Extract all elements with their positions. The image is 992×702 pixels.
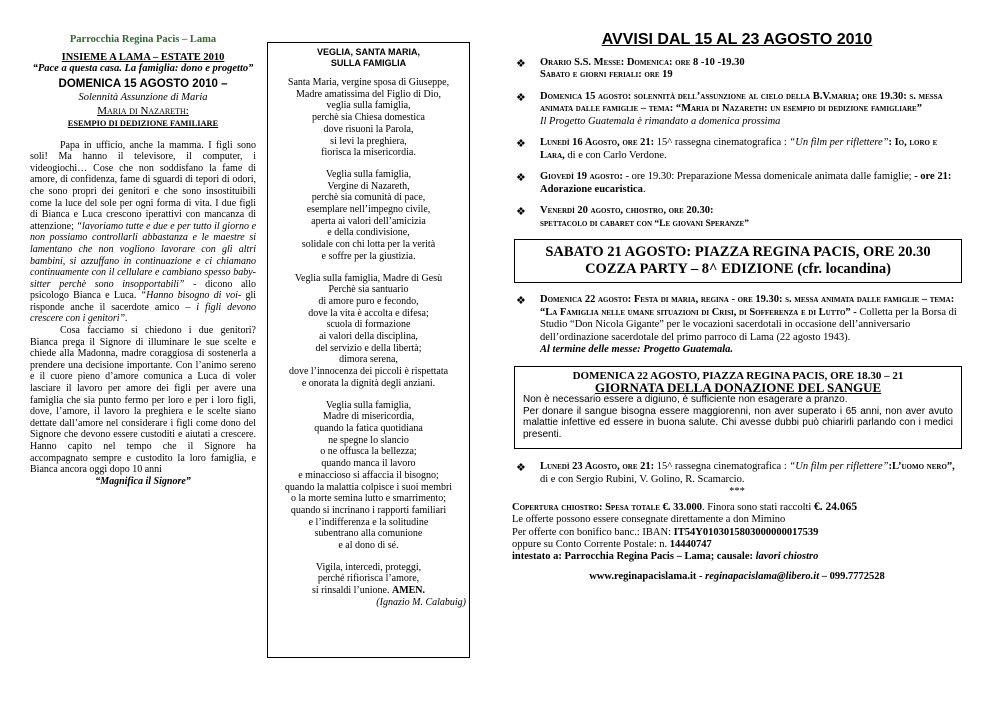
diamond-bullet-icon: ❖ xyxy=(516,172,526,184)
prayer-line: Vigila, intercedi, proteggi, xyxy=(315,561,422,573)
prayer-line: dove la vita è accolta e difesa; xyxy=(308,307,429,319)
prayer-line: si levi la preghiera, xyxy=(330,135,407,147)
magnificat-closing: “Magnifica il Signore” xyxy=(95,475,191,487)
article-paragraph-1: Papa in ufficio, anche la mamma. I figli sono soli! Ma hanno il televisore, il computer, i videogiochi… Cose che non soddisfano la fame di amore, di confidenza, fame di sguardi di tepori di odori, che sono propri dei genitori e che sono insostituibili come la luce del sole per ogni forma di vita. I due figli di Bianca e Luca crescono iperattivi con mancanza di attenzione; “lavoriamo tutte e due e per tutto il giorno e non possiamo controllarli abbastanza e le maestre si lamentano che non vogliono lavorare con gli altri bambini, si azzuffano in continuazione e ci chiamano continuamente con il cellulare e cambiano spesso baby-sitter perchè sono insopportabili” - dicono allo psicologo Bianca e Luca. “Hanno bisogno di voi- gli risponde anche il sacerdote amico – i figli devono crescere con i genitori”. xyxy=(30,139,257,325)
blood-donation-box: DOMENICA 22 AGOSTO, PIAZZA REGINA PACIS, ORE 18.30 – 21 GIORNATA DELLA DONAZIONE DEL SANGUE Non è necessario essere a digiuno, è sufficiente non esagerare a pranzo. Per donare il sangue bisogna essere maggiorenni, non aver superato i 65 anni, non aver avuto malattie infettive ed essere in buona salute. Chi avesse dubbi può chiarirli parlando con i medici presenti. xyxy=(514,366,962,450)
prayer-stanza-3 xyxy=(268,273,469,390)
prayer-box xyxy=(267,42,470,658)
prayer-line: aperta ai valori dell’amicizia xyxy=(311,215,426,227)
notice-friday-20: ❖ Venerdì 20 agosto, chiostro, ore 20.30: spettacolo di cabaret con “Le giovani Speranze” xyxy=(516,205,749,229)
prayer-line: Santa Maria, vergine sposa di Giuseppe, xyxy=(287,77,450,88)
prayer-stanza-4 xyxy=(268,400,469,552)
prayer-stanza-5: Vigila, intercedi, proteggi, perché rifiorisca l’amore, si rinsaldi l’unione. AMEN. (Ignazio M. Calabuig) xyxy=(268,562,469,609)
prayer-line: e l’indifferenza e la solitudine xyxy=(308,516,429,528)
notice-thursday-19: ❖ Giovedì 19 agosto: - ore 19.30: Preparazione Messa domenicale animata dalle famiglie; - ore 21: Adorazione eucaristica. xyxy=(516,171,952,195)
prayer-line: perché rifiorisca l’amore, xyxy=(317,573,420,585)
prayer-line: Veglia sulla famiglia, xyxy=(325,399,412,411)
article-body xyxy=(30,140,256,488)
prayer-line: e al dono di sé. xyxy=(338,540,399,552)
notice-monday-23: ❖ Lunedì 23 Agosto, ore 21: 15^ rassegna cinematografica : “Un film per riflettere”:L’uomo nero”, di e con Sergio Rubini, V. Golino, R. Scamarcio. xyxy=(516,461,955,485)
prayer-line: quando si incrinano i rapporti familiari xyxy=(290,504,447,516)
separator-stars: *** xyxy=(729,486,745,498)
prayer-line: quando la fatica quotidiana xyxy=(314,422,423,434)
prayer-line: ai valori della disciplina, xyxy=(319,331,418,343)
prayer-line: fiorisca la misericordia. xyxy=(321,147,416,159)
phone-number: – 099.7772528 xyxy=(819,571,885,583)
diamond-bullet-icon: ❖ xyxy=(516,295,526,307)
prayer-stanza-1 xyxy=(268,77,469,159)
prayer-line: dove risuoni la Parola, xyxy=(323,123,414,135)
notice-mass-times: ❖ Orario S.S. Messe: Domenica: ore 8 -10 -19.30 Sabato e giorni feriali: ore 19 xyxy=(516,56,745,80)
prayer-line: Veglia sulla famiglia, xyxy=(325,168,412,180)
prayer-line: dove l’innocenza dei piccoli è rispettata xyxy=(288,366,449,378)
prayer-line: di amore puro e fecondo, xyxy=(318,295,419,307)
prayer-line: o la morte semina lutto e smarrimento; xyxy=(291,493,446,505)
email-link[interactable]: reginapacislama@libero.it xyxy=(705,571,820,583)
prayer-stanza-2 xyxy=(268,169,469,263)
prayer-line: o ne offusca la bellezza; xyxy=(320,446,417,458)
prayer-line: dimora serena, xyxy=(339,354,398,366)
series-title: INSIEME A LAMA – ESTATE 2010 xyxy=(61,51,225,63)
notice-sunday-22: ❖ Domenica 22 agosto: Festa di maria, regina - ore 19.30: s. messa animata dalle famiglie – tema: “La Famiglia nelle umane situazioni di Crisi, di Sofferenza e di Lutto” - Colletta per la Borsa di Studio “Don Nicola Gigante” per le vocazioni sacerdotali in occasione dell’anniversario dell’ordinazione sacerdotale del primo parroco di Lama (22 agosto 1943). Al termine delle messe: Progetto Guatemala. xyxy=(516,294,957,355)
diamond-bullet-icon: ❖ xyxy=(516,91,526,104)
sunday-heading: DOMENICA 15 AGOSTO 2010 – xyxy=(58,78,228,91)
prayer-line: e soffre per la giustizia. xyxy=(321,250,416,262)
article-title: Maria di Nazareth: xyxy=(97,105,189,118)
prayer-line: Vergine di Nazareth, xyxy=(327,180,410,192)
notice-monday-16: ❖ Lunedì 16 Agosto, ore 21: 15^ rassegna cinematografica : “Un film per riflettere”: Io, loro e Lara, di e con Carlo Verdone. xyxy=(516,137,938,161)
parish-name: Parrocchia Regina Pacis – Lama xyxy=(69,34,217,45)
article-column xyxy=(30,34,256,487)
prayer-line: quando la malattia colpisce i suoi membri xyxy=(284,481,453,493)
prayer-line: quando manca il lavoro xyxy=(321,458,416,470)
prayer-line: Veglia sulla famiglia, Madre di Gesù xyxy=(294,272,443,284)
prayer-line: subentrano alla comunione xyxy=(314,528,423,540)
website-link[interactable]: www.reginapacislama.it - xyxy=(589,571,706,583)
prayer-author: (Ignazio M. Calabuig) xyxy=(376,596,466,608)
prayer-line: perchè sia comunità di pace, xyxy=(311,192,426,204)
prayer-line: e della condivisione, xyxy=(327,227,410,239)
diamond-bullet-icon: ❖ xyxy=(516,138,526,150)
notices-title: AVVISI DAL 15 AL 23 AGOSTO 2010 xyxy=(601,31,873,48)
diamond-bullet-icon: ❖ xyxy=(516,206,526,218)
cozza-party-box: SABATO 21 AGOSTO: PIAZZA REGINA PACIS, ORE 20.30 COZZA PARTY – 8^ EDIZIONE (cfr. locandina) xyxy=(514,239,962,283)
prayer-line: del servizio e della libertà; xyxy=(315,342,422,354)
prayer-line: scuola di formazione xyxy=(326,319,411,331)
prayer-line: e onorata la dignità degli anziani. xyxy=(301,377,436,389)
article-subtitle: ESEMPIO DI DEDIZIONE FAMILIARE xyxy=(67,118,219,128)
diamond-bullet-icon: ❖ xyxy=(516,462,526,475)
article-paragraph-2: Cosa facciamo si chiedono i due genitori? Bianca prega il Signore di illuminare le sue scelte e chiede alla Madonna, madre coraggiosa di sostenerla a prendere una decisione importante. Con l’animo sereno e il cuore pieno d’amore comunica a Luca di voler lasciare il lavoro per amore dei figli per avere una famiglia che sia punto fermo per loro e per i loro figli, dove, l’amore, il lavoro la preghiera e le scelte siano dettate dall’amore nel considerare i figli come dono del Signore che devono essere custoditi e aiutati a crescere. Hanno capito nel tempo che il Signore ha accompagnato sempre e custodito la loro famiglia, e Bianca ancora oggi dopo 10 anni xyxy=(30,325,256,476)
contact-footer xyxy=(512,571,962,584)
prayer-line: solidale con chi lotta per la verità xyxy=(301,239,436,251)
diamond-bullet-icon: ❖ xyxy=(516,57,526,70)
prayer-line: ne spegne lo slancio xyxy=(328,434,409,446)
prayer-line: veglia sulla famiglia, xyxy=(326,100,411,112)
amen-word: AMEN. xyxy=(391,585,426,597)
prayer-line: esemplare nell’impegno civile, xyxy=(306,204,431,216)
prayer-line: Madre amatissima del Figlio di Dio, xyxy=(296,88,441,100)
series-motto: “Pace a questa casa. La famiglia: dono e progetto” xyxy=(32,63,254,75)
prayer-line: e minaccioso si affaccia il bisogno; xyxy=(298,469,439,481)
notices-column xyxy=(512,31,962,584)
prayer-line: perchè sia Chiesa domestica xyxy=(311,112,425,124)
prayer-line: Perchè sia santuario xyxy=(328,284,409,296)
prayer-title: VEGLIA, SANTA MARIA, SULLA FAMIGLIA xyxy=(317,47,420,68)
prayer-line: Madre di misericordia, xyxy=(322,411,415,423)
solemnity-subtitle: Solennità Assunzione di Maria xyxy=(78,91,208,103)
chiostro-funding: Copertura chiostro: Spesa totale €. 33.000. Finora sono stati raccolti €. 24.065 Le offerte possono essere consegnate direttamente a don Mimino Per offerte con bonifico banc.: IBAN: IT54Y0103015803000000017539 oppure su Conto Corrente Postale: n. 14440747 intestato a: Parrocchia Regina Pacis – Lama; causale: lavori chiostro xyxy=(512,500,858,563)
notice-sunday-15: ❖ Domenica 15 agosto: solennità dell’assunzione al cielo della B.V.maria; ore 19.30: s. messa animata dalle famiglie – tema: “Maria di Nazareth: un esempio di dedizione famigliare” Il Progetto Guatemala è rimandato a domenica prossima xyxy=(516,90,943,127)
